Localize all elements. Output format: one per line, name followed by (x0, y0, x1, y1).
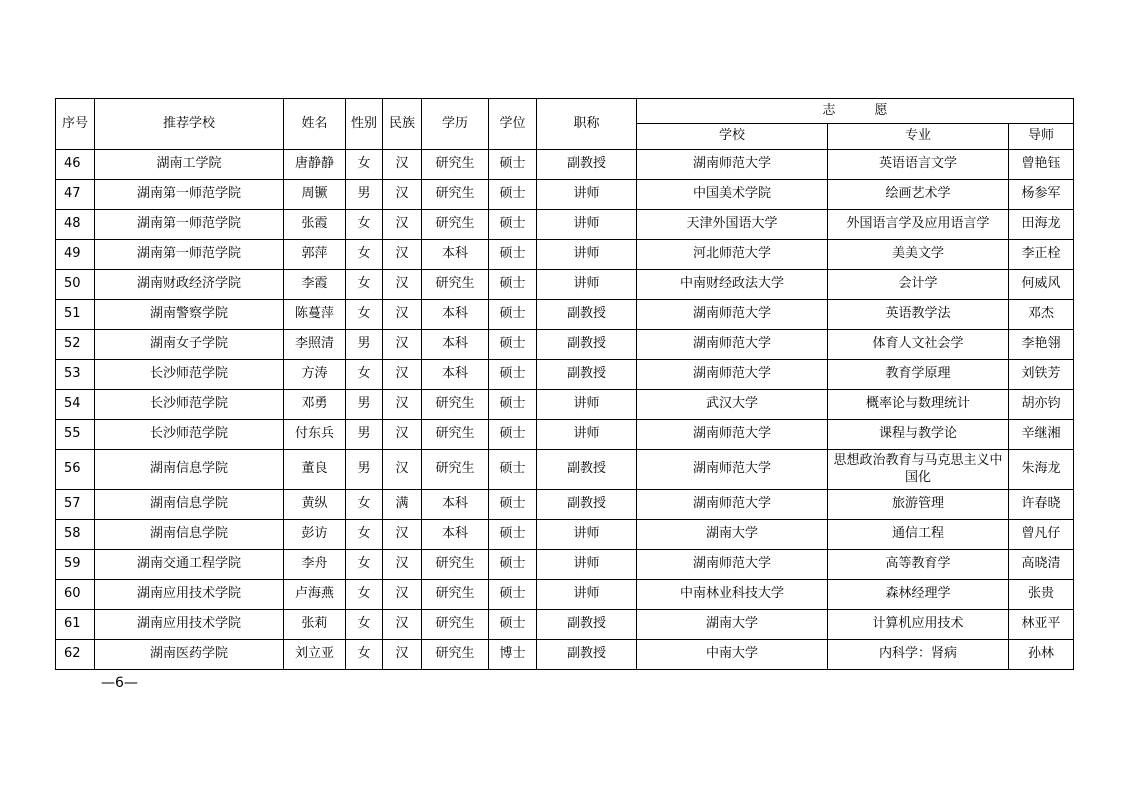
cell-tutor: 田海龙 (1009, 210, 1074, 240)
cell-education: 本科 (422, 490, 489, 520)
cell-school: 湖南第一师范学院 (95, 180, 284, 210)
table-row (56, 580, 1074, 610)
cell-target-school: 中南财经政法大学 (637, 270, 828, 300)
header-wish-school: 学校 (637, 124, 828, 150)
cell-tutor: 许春晓 (1009, 490, 1074, 520)
cell-ethnicity: 汉 (383, 580, 422, 610)
cell-name: 卢海燕 (284, 580, 346, 610)
cell-ethnicity: 汉 (383, 150, 422, 180)
cell-education: 研究生 (422, 610, 489, 640)
cell-title: 讲师 (537, 270, 637, 300)
cell-no: 47 (56, 180, 95, 210)
cell-degree: 硕士 (489, 300, 537, 330)
cell-gender: 女 (346, 300, 383, 330)
header-gender: 性别 (346, 99, 383, 150)
table-row (56, 420, 1074, 450)
cell-degree: 硕士 (489, 210, 537, 240)
cell-major: 英语语言文学 (828, 150, 1009, 180)
cell-tutor: 林亚平 (1009, 610, 1074, 640)
cell-degree: 硕士 (489, 150, 537, 180)
cell-tutor: 张贵 (1009, 580, 1074, 610)
cell-gender: 女 (346, 490, 383, 520)
cell-tutor: 朱海龙 (1009, 450, 1074, 490)
header-degree: 学位 (489, 99, 537, 150)
cell-gender: 女 (346, 640, 383, 670)
cell-gender: 男 (346, 420, 383, 450)
cell-name: 张莉 (284, 610, 346, 640)
cell-title: 讲师 (537, 390, 637, 420)
cell-no: 57 (56, 490, 95, 520)
cell-gender: 女 (346, 150, 383, 180)
cell-degree: 硕士 (489, 420, 537, 450)
cell-major: 体育人文社会学 (828, 330, 1009, 360)
cell-tutor: 辛继湘 (1009, 420, 1074, 450)
cell-gender: 女 (346, 360, 383, 390)
cell-ethnicity: 汉 (383, 550, 422, 580)
table-row (56, 240, 1074, 270)
cell-no: 55 (56, 420, 95, 450)
cell-target-school: 湖南师范大学 (637, 420, 828, 450)
cell-major: 旅游管理 (828, 490, 1009, 520)
header-title: 职称 (537, 99, 637, 150)
cell-title: 副教授 (537, 330, 637, 360)
cell-name: 郭萍 (284, 240, 346, 270)
cell-title: 副教授 (537, 300, 637, 330)
cell-title: 讲师 (537, 550, 637, 580)
cell-tutor: 李正栓 (1009, 240, 1074, 270)
table-body (56, 150, 1074, 670)
cell-school: 长沙师范学院 (95, 420, 284, 450)
cell-education: 研究生 (422, 270, 489, 300)
cell-school: 长沙师范学院 (95, 390, 284, 420)
cell-school: 长沙师范学院 (95, 360, 284, 390)
table-row (56, 360, 1074, 390)
page-number: —6— (101, 675, 138, 691)
cell-school: 湖南工学院 (95, 150, 284, 180)
cell-ethnicity: 汉 (383, 640, 422, 670)
cell-title: 副教授 (537, 450, 637, 490)
cell-education: 研究生 (422, 210, 489, 240)
cell-education: 本科 (422, 300, 489, 330)
cell-target-school: 武汉大学 (637, 390, 828, 420)
cell-title: 副教授 (537, 490, 637, 520)
cell-title: 副教授 (537, 610, 637, 640)
cell-no: 50 (56, 270, 95, 300)
cell-no: 58 (56, 520, 95, 550)
cell-target-school: 湖南大学 (637, 520, 828, 550)
cell-school: 湖南信息学院 (95, 520, 284, 550)
table-row (56, 520, 1074, 550)
cell-ethnicity: 汉 (383, 210, 422, 240)
cell-major: 美美文学 (828, 240, 1009, 270)
cell-tutor: 刘铁芳 (1009, 360, 1074, 390)
table-row (56, 180, 1074, 210)
cell-no: 59 (56, 550, 95, 580)
cell-tutor: 孙林 (1009, 640, 1074, 670)
cell-target-school: 湖南师范大学 (637, 330, 828, 360)
header-wish-tutor: 导师 (1009, 124, 1074, 150)
cell-education: 研究生 (422, 640, 489, 670)
cell-major: 概率论与数理统计 (828, 390, 1009, 420)
table-row (56, 390, 1074, 420)
cell-name: 唐静静 (284, 150, 346, 180)
cell-major: 计算机应用技术 (828, 610, 1009, 640)
cell-school: 湖南警察学院 (95, 300, 284, 330)
cell-education: 研究生 (422, 550, 489, 580)
cell-tutor: 何威风 (1009, 270, 1074, 300)
cell-degree: 硕士 (489, 360, 537, 390)
cell-name: 陈蔓萍 (284, 300, 346, 330)
cell-school: 湖南交通工程学院 (95, 550, 284, 580)
cell-no: 60 (56, 580, 95, 610)
header-school: 推荐学校 (95, 99, 284, 150)
cell-name: 周镢 (284, 180, 346, 210)
cell-major: 高等教育学 (828, 550, 1009, 580)
cell-education: 研究生 (422, 420, 489, 450)
cell-target-school: 河北师范大学 (637, 240, 828, 270)
cell-gender: 女 (346, 270, 383, 300)
cell-title: 讲师 (537, 520, 637, 550)
table-row (56, 270, 1074, 300)
cell-name: 付东兵 (284, 420, 346, 450)
table-row (56, 640, 1074, 670)
cell-name: 黄纵 (284, 490, 346, 520)
cell-gender: 男 (346, 450, 383, 490)
cell-target-school: 中南大学 (637, 640, 828, 670)
cell-title: 讲师 (537, 180, 637, 210)
cell-gender: 女 (346, 610, 383, 640)
cell-name: 李霞 (284, 270, 346, 300)
cell-education: 研究生 (422, 180, 489, 210)
cell-major: 会计学 (828, 270, 1009, 300)
cell-ethnicity: 汉 (383, 610, 422, 640)
header-ethnicity: 民族 (383, 99, 422, 150)
cell-ethnicity: 汉 (383, 270, 422, 300)
cell-gender: 女 (346, 240, 383, 270)
cell-target-school: 湖南师范大学 (637, 150, 828, 180)
cell-name: 董良 (284, 450, 346, 490)
cell-major: 内科学：肾病 (828, 640, 1009, 670)
cell-gender: 女 (346, 550, 383, 580)
cell-no: 51 (56, 300, 95, 330)
cell-gender: 女 (346, 580, 383, 610)
cell-degree: 硕士 (489, 520, 537, 550)
cell-name: 李舟 (284, 550, 346, 580)
cell-school: 湖南应用技术学院 (95, 610, 284, 640)
table-row (56, 450, 1074, 490)
cell-school: 湖南信息学院 (95, 490, 284, 520)
cell-major: 绘画艺术学 (828, 180, 1009, 210)
cell-tutor: 曾艳钰 (1009, 150, 1074, 180)
cell-ethnicity: 汉 (383, 300, 422, 330)
cell-major: 森林经理学 (828, 580, 1009, 610)
cell-no: 53 (56, 360, 95, 390)
table-row (56, 490, 1074, 520)
cell-school: 湖南第一师范学院 (95, 210, 284, 240)
cell-education: 本科 (422, 330, 489, 360)
cell-gender: 女 (346, 520, 383, 550)
cell-gender: 男 (346, 180, 383, 210)
cell-school: 湖南女子学院 (95, 330, 284, 360)
header-wish-major: 专业 (828, 124, 1009, 150)
cell-ethnicity: 汉 (383, 450, 422, 490)
cell-ethnicity: 汉 (383, 420, 422, 450)
cell-major: 教育学原理 (828, 360, 1009, 390)
cell-title: 讲师 (537, 420, 637, 450)
cell-degree: 博士 (489, 640, 537, 670)
cell-degree: 硕士 (489, 580, 537, 610)
cell-ethnicity: 汉 (383, 330, 422, 360)
cell-target-school: 中国美术学院 (637, 180, 828, 210)
cell-no: 48 (56, 210, 95, 240)
cell-education: 研究生 (422, 580, 489, 610)
cell-ethnicity: 汉 (383, 360, 422, 390)
cell-title: 讲师 (537, 240, 637, 270)
cell-ethnicity: 汉 (383, 240, 422, 270)
cell-title: 讲师 (537, 210, 637, 240)
table-row (56, 300, 1074, 330)
cell-no: 61 (56, 610, 95, 640)
cell-school: 湖南第一师范学院 (95, 240, 284, 270)
cell-target-school: 湖南师范大学 (637, 300, 828, 330)
cell-tutor: 杨参军 (1009, 180, 1074, 210)
cell-target-school: 湖南师范大学 (637, 450, 828, 490)
cell-school: 湖南信息学院 (95, 450, 284, 490)
cell-degree: 硕士 (489, 550, 537, 580)
cell-major: 课程与教学论 (828, 420, 1009, 450)
cell-tutor: 曾凡仔 (1009, 520, 1074, 550)
table-row (56, 550, 1074, 580)
cell-school: 湖南应用技术学院 (95, 580, 284, 610)
cell-degree: 硕士 (489, 330, 537, 360)
cell-degree: 硕士 (489, 390, 537, 420)
cell-title: 讲师 (537, 580, 637, 610)
cell-education: 研究生 (422, 150, 489, 180)
cell-title: 副教授 (537, 640, 637, 670)
cell-ethnicity: 汉 (383, 180, 422, 210)
cell-tutor: 胡亦钧 (1009, 390, 1074, 420)
cell-no: 62 (56, 640, 95, 670)
cell-title: 副教授 (537, 360, 637, 390)
cell-degree: 硕士 (489, 180, 537, 210)
cell-education: 本科 (422, 520, 489, 550)
cell-gender: 男 (346, 390, 383, 420)
cell-no: 52 (56, 330, 95, 360)
header-name: 姓名 (284, 99, 346, 150)
cell-ethnicity: 汉 (383, 390, 422, 420)
cell-name: 李照清 (284, 330, 346, 360)
candidate-table (55, 98, 1074, 670)
cell-gender: 男 (346, 330, 383, 360)
cell-name: 方涛 (284, 360, 346, 390)
cell-target-school: 湖南师范大学 (637, 550, 828, 580)
cell-target-school: 湖南大学 (637, 610, 828, 640)
cell-name: 邓勇 (284, 390, 346, 420)
cell-education: 本科 (422, 240, 489, 270)
cell-no: 54 (56, 390, 95, 420)
table-row (56, 210, 1074, 240)
cell-education: 本科 (422, 360, 489, 390)
cell-name: 刘立亚 (284, 640, 346, 670)
cell-school: 湖南财政经济学院 (95, 270, 284, 300)
cell-ethnicity: 满 (383, 490, 422, 520)
cell-major: 英语教学法 (828, 300, 1009, 330)
cell-target-school: 湖南师范大学 (637, 490, 828, 520)
cell-school: 湖南医药学院 (95, 640, 284, 670)
table-row (56, 330, 1074, 360)
cell-name: 彭访 (284, 520, 346, 550)
table-row (56, 610, 1074, 640)
cell-name: 张霞 (284, 210, 346, 240)
cell-target-school: 天津外国语大学 (637, 210, 828, 240)
cell-target-school: 中南林业科技大学 (637, 580, 828, 610)
header-wish: 志 愿 (637, 99, 1074, 124)
table-row (56, 150, 1074, 180)
cell-degree: 硕士 (489, 270, 537, 300)
cell-degree: 硕士 (489, 240, 537, 270)
cell-target-school: 湖南师范大学 (637, 360, 828, 390)
cell-degree: 硕士 (489, 450, 537, 490)
cell-education: 研究生 (422, 390, 489, 420)
cell-tutor: 李艳翎 (1009, 330, 1074, 360)
cell-gender: 女 (346, 210, 383, 240)
cell-major: 通信工程 (828, 520, 1009, 550)
cell-no: 46 (56, 150, 95, 180)
cell-ethnicity: 汉 (383, 520, 422, 550)
header-education: 学历 (422, 99, 489, 150)
cell-degree: 硕士 (489, 490, 537, 520)
header-row-1 (56, 99, 1074, 124)
cell-no: 49 (56, 240, 95, 270)
cell-degree: 硕士 (489, 610, 537, 640)
header-seq: 序号 (56, 99, 95, 150)
cell-title: 副教授 (537, 150, 637, 180)
cell-major: 思想政治教育与马克思主义中国化 (828, 450, 1009, 490)
cell-education: 研究生 (422, 450, 489, 490)
cell-no: 56 (56, 450, 95, 490)
cell-major: 外国语言学及应用语言学 (828, 210, 1009, 240)
cell-tutor: 邓杰 (1009, 300, 1074, 330)
cell-tutor: 高晓清 (1009, 550, 1074, 580)
